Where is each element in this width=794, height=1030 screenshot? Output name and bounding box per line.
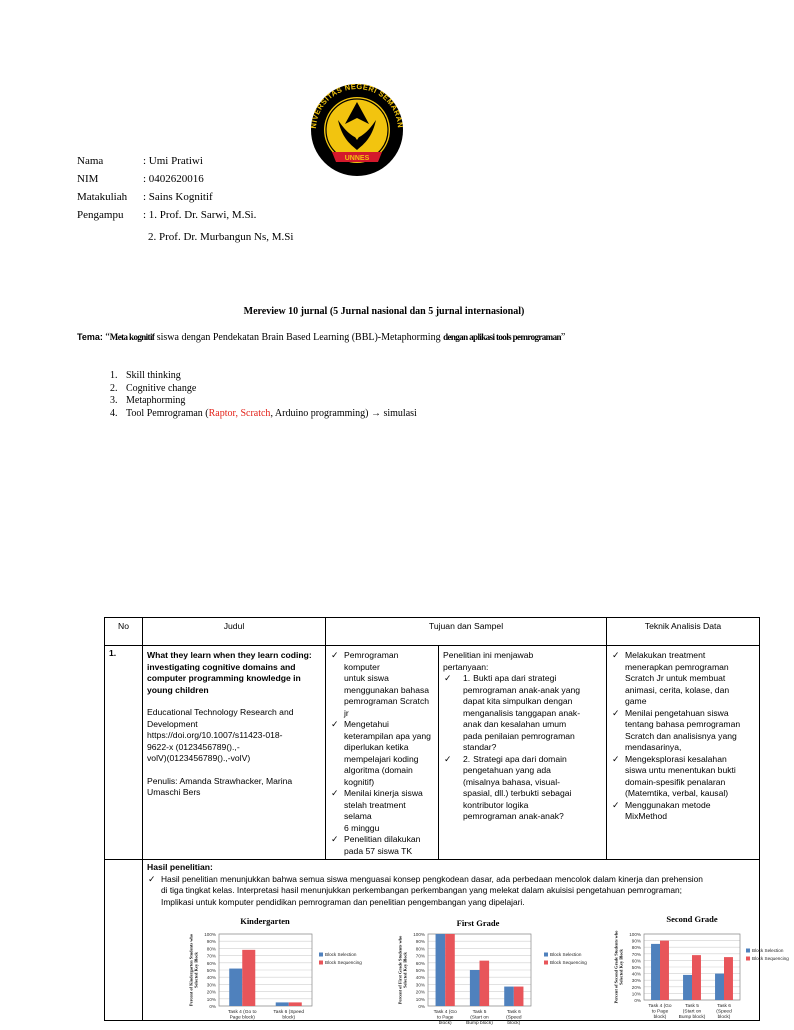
sampel-item: ✓ 2. Strategi apa dari domain pengetahuan yang ada (misalnya bahasa, visual- spasial, dll.) terbukti sebagai kontributor logika pemrograman anak-anak? bbox=[443, 754, 602, 823]
legend-label: Block Sequencing bbox=[325, 960, 362, 965]
sampel-intro: Penelitian ini menjawab bbox=[443, 650, 534, 660]
judul-title bbox=[147, 650, 321, 696]
bar-block-sequencing bbox=[660, 941, 669, 1000]
hasil-list bbox=[147, 874, 759, 909]
svg-text:UNIVERSITAS NEGERI SEMARANG: NIVERSITAS NEGERI SEMARAN bbox=[308, 82, 406, 129]
tujuan-item: ✓ Pemrograman komputer untuk siswa menggunakan bahasa pemrograman Scratch jr bbox=[330, 650, 434, 719]
bar-block-selection bbox=[276, 1002, 289, 1006]
y-tick-label: 80% bbox=[631, 945, 641, 951]
chart-svg bbox=[384, 914, 599, 1026]
table-header-row bbox=[105, 618, 760, 646]
x-category-label: Task 5 (Start on Bump block) bbox=[466, 1010, 493, 1027]
page-title: Mereview 10 jurnal (5 Jurnal nasional dan 5 jurnal internasional) bbox=[243, 306, 525, 317]
list-text-post: , Arduino programming) → simulasi bbox=[270, 407, 417, 419]
y-tick-label: 40% bbox=[206, 975, 216, 981]
y-tick-label: 90% bbox=[631, 938, 641, 944]
info-value: : Umi Pratiwi bbox=[143, 155, 203, 167]
list-item bbox=[110, 383, 417, 396]
svg-text:UNNES: UNNES bbox=[344, 155, 370, 162]
teknik-item: ✓ Menilai pengetahuan siswa tentang bahasa pemrograman Scratch dan analisisnya yang mendasarinya, bbox=[611, 708, 755, 754]
x-category-label: Task 6 (Speed block) bbox=[716, 1004, 732, 1021]
cell-sampel bbox=[439, 646, 607, 860]
y-tick-label: 70% bbox=[206, 953, 216, 959]
header-no: No bbox=[105, 618, 143, 646]
table-row bbox=[105, 646, 760, 860]
chart-title: Kindergarten bbox=[240, 916, 290, 926]
sampel-intro: pertanyaan: bbox=[443, 661, 489, 672]
y-tick-label: 30% bbox=[415, 982, 425, 988]
x-category-label: Task 4 (Go to Page block) bbox=[648, 1004, 672, 1021]
tema-label: Tema: bbox=[77, 332, 106, 342]
y-tick-label: 40% bbox=[631, 971, 641, 977]
table-row-hasil bbox=[105, 860, 760, 1021]
hasil-label: Hasil penelitian: bbox=[147, 862, 213, 872]
y-tick-label: 30% bbox=[631, 978, 641, 984]
y-tick-label: 60% bbox=[206, 960, 216, 966]
y-tick-label: 100% bbox=[629, 932, 641, 937]
legend-swatch bbox=[746, 957, 750, 961]
info-key: Pengampu bbox=[77, 209, 124, 221]
y-tick-label: 50% bbox=[206, 968, 216, 973]
legend-swatch bbox=[544, 961, 548, 965]
author-line: Umaschi Bers bbox=[147, 787, 201, 797]
legend-label: Block Selection bbox=[752, 948, 784, 953]
y-tick-label: 20% bbox=[631, 984, 641, 990]
tema-bold-1: Meta kognitif bbox=[109, 332, 155, 342]
pub-line: Educational Technology Research and bbox=[147, 707, 294, 717]
info-row-nama bbox=[77, 152, 293, 170]
bar-block-selection bbox=[229, 969, 242, 1006]
x-category-label: Task 6 (Speed block) bbox=[273, 1010, 305, 1021]
bar-block-selection bbox=[436, 934, 446, 1006]
info-pengampu-2: 2. Prof. Dr. Murbangun Ns, M.Si bbox=[148, 231, 294, 243]
list-text: Metaphorming bbox=[126, 395, 186, 406]
x-category-label: Task 6 (Speed block) bbox=[506, 1010, 522, 1027]
y-tick-label: 80% bbox=[206, 946, 216, 952]
pub-line: https://doi.org/10.1007/s11423-018- bbox=[147, 730, 283, 740]
y-tick-label: 100% bbox=[204, 932, 216, 937]
info-row-matakuliah bbox=[77, 188, 293, 206]
legend-label: Block Sequencing bbox=[550, 960, 587, 965]
y-axis-label: Percent of Second Grade Students whoSelected Key Block bbox=[613, 930, 624, 1004]
chart-first-grade bbox=[384, 914, 599, 1030]
list-text-highlight: Raptor, Scratch bbox=[208, 407, 271, 419]
y-tick-label: 0% bbox=[634, 998, 641, 1003]
list-item bbox=[110, 370, 417, 383]
bar-block-sequencing bbox=[242, 950, 255, 1006]
chart-second-grade bbox=[604, 914, 794, 1030]
info-key: Nama bbox=[77, 155, 104, 167]
y-tick-label: 70% bbox=[415, 953, 425, 959]
tema-close-quote: ” bbox=[560, 332, 566, 343]
judul-line: investigating cognitive domains and bbox=[147, 661, 296, 672]
list-number: 1. bbox=[110, 370, 118, 381]
sampel-item: ✓ 1. Bukti apa dari strategi pemrograman anak-anak yang dapat kita simpulkan dengan menganalisis tanggapan anak- anak dan kesalahan umum pada penilaian pemrograman standar? bbox=[443, 673, 602, 754]
list-text-pre: Tool Pemrograman ( bbox=[126, 407, 209, 419]
legend-swatch bbox=[319, 953, 323, 957]
y-tick-label: 50% bbox=[631, 965, 641, 970]
bar-block-selection bbox=[504, 987, 514, 1006]
chart-svg bbox=[604, 914, 794, 1026]
sampel-list bbox=[443, 673, 602, 823]
y-tick-label: 20% bbox=[415, 989, 425, 995]
y-tick-label: 30% bbox=[206, 982, 216, 988]
y-tick-label: 70% bbox=[631, 951, 641, 957]
y-tick-label: 60% bbox=[631, 958, 641, 964]
y-tick-label: 10% bbox=[415, 996, 425, 1002]
bar-block-sequencing bbox=[692, 955, 701, 1000]
teknik-item: ✓ Melakukan treatment menerapkan pemrograman Scratch Jr untuk membuat animasi, cerita, kolase, dan game bbox=[611, 650, 755, 708]
y-tick-label: 10% bbox=[631, 991, 641, 997]
judul-line: computer programming knowledge in bbox=[147, 673, 301, 683]
info-value: : 1. Prof. Dr. Sarwi, M.Si. bbox=[143, 209, 257, 221]
bar-block-sequencing bbox=[289, 1002, 302, 1006]
teknik-item: ✓ Menggunakan metode MixMethod bbox=[611, 800, 755, 823]
bar-block-selection bbox=[651, 944, 660, 1000]
cell-tujuan bbox=[326, 646, 439, 860]
list-text: Skill thinking bbox=[126, 370, 181, 381]
x-category-label: Task 4 (Go to Page block) bbox=[227, 1010, 257, 1021]
bar-block-sequencing bbox=[724, 957, 733, 1000]
info-value: : 0402620016 bbox=[143, 173, 204, 185]
info-value: : Sains Kognitif bbox=[143, 191, 213, 203]
legend-label: Block Sequencing bbox=[752, 956, 789, 961]
bar-block-selection bbox=[683, 975, 692, 1000]
info-key: NIM bbox=[77, 173, 99, 185]
bar-block-selection bbox=[715, 974, 724, 1000]
judul-line: young children bbox=[147, 684, 209, 695]
tujuan-item: ✓ Menilai kinerja siswa stelah treatment selama 6 minggu bbox=[330, 788, 434, 834]
y-tick-label: 90% bbox=[206, 939, 216, 945]
list-item bbox=[110, 395, 417, 408]
judul-author bbox=[147, 776, 321, 799]
chart-kindergarten bbox=[177, 914, 382, 1030]
info-row-nim bbox=[77, 170, 293, 188]
unnes-logo bbox=[298, 82, 416, 178]
legend-swatch bbox=[746, 949, 750, 953]
y-axis-label: Percent of Kindergarten Students whoSelected Key Block bbox=[188, 933, 199, 1007]
bar-block-selection bbox=[470, 970, 480, 1006]
list-number: 2. bbox=[110, 382, 118, 394]
y-tick-label: 100% bbox=[413, 932, 425, 937]
y-tick-label: 0% bbox=[418, 1004, 425, 1009]
y-axis-label: Percent of First Grade Students whoSelected Key Block bbox=[397, 935, 408, 1005]
legend-swatch bbox=[319, 961, 323, 965]
pub-line: volV)(0123456789().,-volV) bbox=[147, 753, 251, 763]
y-tick-label: 10% bbox=[206, 996, 216, 1002]
cell-hasil bbox=[143, 860, 789, 1027]
y-tick-label: 60% bbox=[415, 960, 425, 966]
cell-judul bbox=[143, 646, 326, 860]
pub-line: Development bbox=[147, 718, 198, 729]
x-category-label: Task 4 (Go to Page block) bbox=[433, 1010, 457, 1027]
review-table bbox=[104, 617, 789, 1027]
teknik-item: ✓ Mengeksplorasi kesalahan siswa untu menentukan bukti domain-spesifik penalaran (Matemtika, verbal, kausal) bbox=[611, 754, 755, 800]
y-tick-label: 80% bbox=[415, 946, 425, 952]
tema-mid: siswa dengan Pendekatan Brain Based Learning (BBL)-Metaphorming bbox=[154, 332, 444, 343]
y-tick-label: 40% bbox=[415, 975, 425, 981]
legend-label: Block Selection bbox=[325, 952, 357, 957]
row-number: 1. bbox=[105, 646, 143, 860]
tujuan-list bbox=[330, 650, 434, 857]
tujuan-item: ✓ Mengetahui keterampilan apa yang diperlukan ketika mempelajari koding algoritma (domain kognitif) bbox=[330, 719, 434, 788]
topic-list bbox=[110, 370, 417, 420]
header-teknik: Teknik Analisis Data bbox=[607, 618, 760, 646]
tema-bold-2: dengan aplikasi tools pemrograman bbox=[443, 332, 561, 342]
legend-label: Block Selection bbox=[550, 952, 582, 957]
tujuan-item: ✓ Penelitian dilakukan pada 57 siswa TK bbox=[330, 834, 434, 857]
info-key: Matakuliah bbox=[77, 191, 128, 203]
author-line: Penulis: Amanda Strawhacker, Marina bbox=[147, 775, 293, 786]
hasil-section bbox=[147, 862, 789, 1027]
tema-open-quote: “ bbox=[105, 332, 110, 343]
pub-line: 9622-x (0123456789().,- bbox=[147, 741, 240, 752]
teknik-list bbox=[611, 650, 755, 823]
y-tick-label: 50% bbox=[415, 968, 425, 973]
list-number: 4. bbox=[110, 407, 118, 419]
list-item bbox=[110, 408, 417, 421]
chart-svg bbox=[177, 914, 382, 1026]
header-judul: Judul bbox=[143, 618, 326, 646]
chart-title: First Grade bbox=[456, 918, 500, 928]
bar-block-sequencing bbox=[445, 934, 455, 1006]
bar-block-sequencing bbox=[480, 961, 490, 1006]
info-row-pengampu bbox=[77, 206, 293, 224]
bar-block-sequencing bbox=[514, 987, 524, 1006]
unnes-seal-graphic bbox=[298, 82, 416, 178]
y-tick-label: 90% bbox=[415, 939, 425, 945]
header-tujuan: Tujuan dan Sampel bbox=[326, 618, 607, 646]
judul-publication bbox=[147, 707, 321, 765]
chart-title: Second Grade bbox=[666, 914, 718, 924]
cell-teknik bbox=[607, 646, 760, 860]
cell-empty bbox=[105, 860, 143, 1021]
list-number: 3. bbox=[110, 395, 118, 406]
y-tick-label: 20% bbox=[206, 989, 216, 995]
judul-line: What they learn when they learn coding: bbox=[147, 650, 312, 660]
tema-line bbox=[77, 332, 565, 343]
x-category-label: Task 5 (Start on Bump block) bbox=[678, 1004, 706, 1021]
list-text: Cognitive change bbox=[126, 382, 197, 394]
identity-info bbox=[77, 152, 293, 246]
hasil-item: ✓ Hasil penelitian menunjukkan bahwa semua siswa menguasai konsep pengkodean dasar, ada perbedaan mencolok dalam kinerja dan prehension di tiga tingkat kelas. Interpretasi hasil menunjukkan perkembangan perkembangan yang melekat dalam akuisisi pengetahuan pemrograman; Implikasi untuk komputer pendidikan pemrograman dan penelitian pengembangan yang dipelajari. bbox=[147, 874, 759, 909]
y-tick-label: 0% bbox=[209, 1004, 216, 1009]
legend-swatch bbox=[544, 953, 548, 957]
